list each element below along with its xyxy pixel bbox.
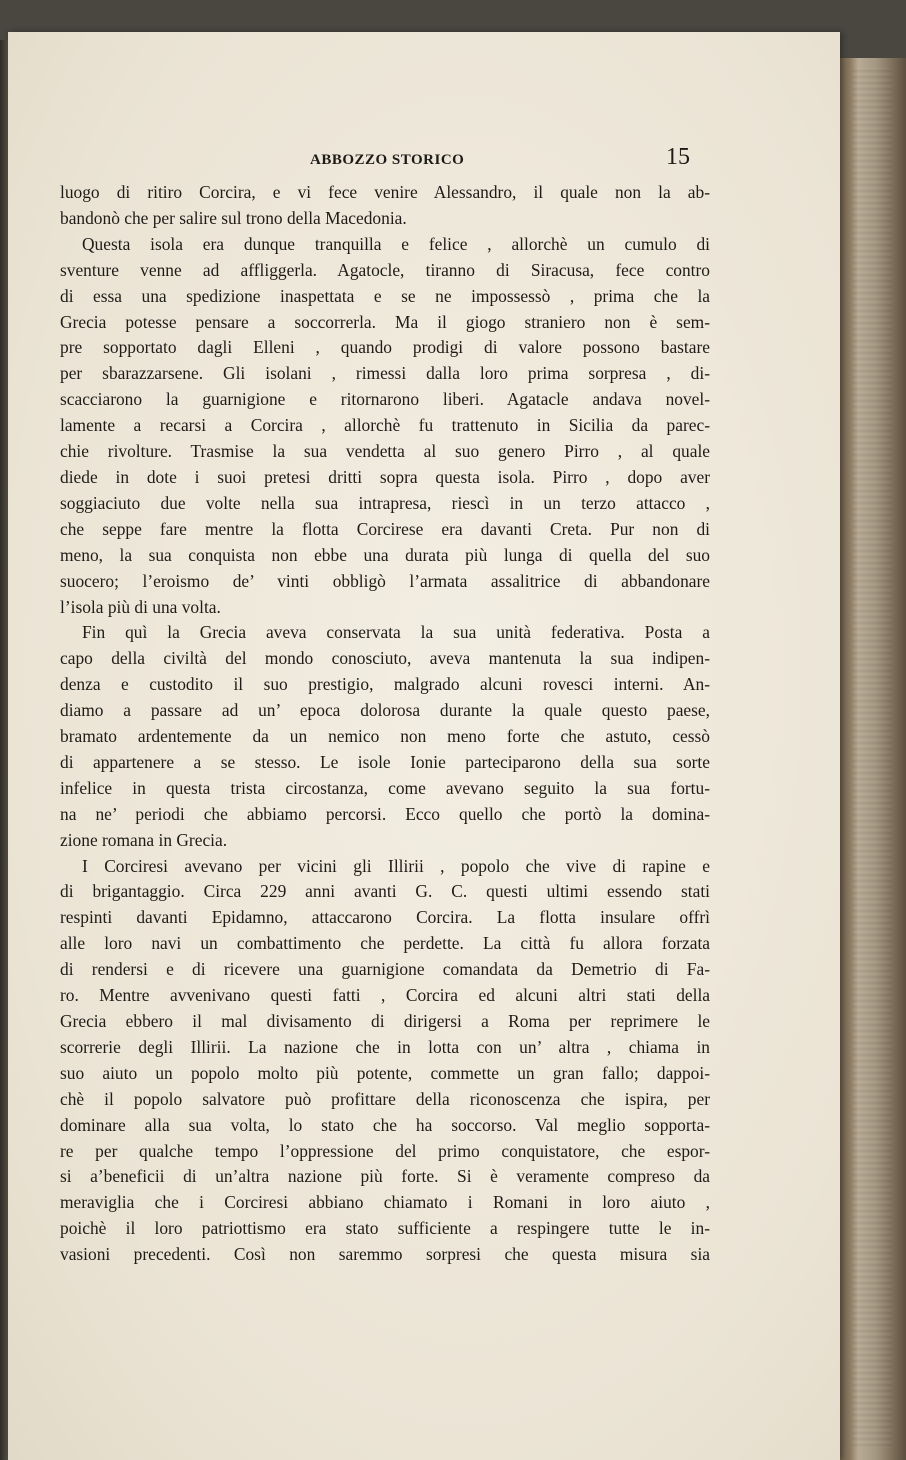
text-line: zione romana in Grecia.	[60, 829, 228, 850]
text-line: bandonò che per salire sul trono della Macedonia.	[60, 207, 407, 228]
text-line: chie rivolture. Trasmise la sua vendetta al suo genero Pirro , al quale	[60, 441, 710, 462]
text-line: poichè il loro patriottismo era stato sufficiente a respingere tutte le in-	[60, 1218, 710, 1239]
text-line: suocero; l’eroismo de’ vinti obbligò l’armata assalitrice di abbandonare	[60, 570, 710, 591]
text-line: di essa una spedizione inaspettata e se ne impossessò , prima che la	[60, 285, 710, 306]
text-line: scorrerie degli Illirii. La nazione che in lotta con un’ altra , chiama in	[60, 1036, 710, 1057]
text-line: ro. Mentre avvenivano questi fatti , Corcira ed alcuni altri stati della	[60, 985, 710, 1006]
text-line: scacciarono la guarnigione e ritornarono liberi. Agatacle andava novel-	[60, 389, 710, 410]
text-line: che seppe fare mentre la flotta Corcirese era davanti Creta. Pur non di	[60, 518, 710, 539]
text-line: denza e custodito il suo prestigio, malgrado alcuni rovesci interni. An-	[60, 674, 710, 695]
text-line: per sbarazzarsene. Gli isolani , rimessi dalla loro prima sorpresa , di-	[60, 363, 710, 384]
text-line: vasioni precedenti. Così non saremmo sorpresi che questa misura sia	[60, 1244, 710, 1265]
text-line: sventure venne ad affliggerla. Agatocle, tiranno di Siracusa, fece contro	[60, 259, 710, 280]
text-line: diede in dote i suoi pretesi dritti sopra questa isola. Pirro , dopo aver	[60, 466, 710, 487]
page-header	[60, 144, 710, 176]
page-number: 15	[666, 144, 690, 170]
text-line: diamo a passare ad un’ epoca dolorosa durante la quale questo paese,	[60, 700, 710, 721]
text-line: lamente a recarsi a Corcira , allorchè fu trattenuto in Sicilia da parec-	[60, 415, 710, 436]
text-line: pre sopportato dagli Elleni , quando prodigi di valore possono bastare	[60, 337, 710, 358]
text-line: I Corciresi avevano per vicini gli Illirii , popolo che vive di rapine e	[82, 855, 710, 876]
text-line: meraviglia che i Corciresi abbiano chiamato i Romani in loro aiuto ,	[60, 1192, 710, 1213]
text-line: di brigantaggio. Circa 229 anni avanti G. C. questi ultimi essendo stati	[60, 881, 710, 902]
text-line: re per qualche tempo l’oppressione del primo conquistatore, che espor-	[60, 1140, 710, 1161]
text-line: alle loro navi un combattimento che perdette. La città fu allora forzata	[60, 933, 710, 954]
text-line: di appartenere a se stesso. Le isole Ionie parteciparono della sua sorte	[60, 751, 710, 772]
text-line: Questa isola era dunque tranquilla e felice , allorchè un cumulo di	[82, 233, 710, 254]
book-edge-right	[838, 58, 906, 1460]
text-line: Fin quì la Grecia aveva conservata la sua unità federativa. Posta a	[82, 622, 710, 643]
text-line: luogo di ritiro Corcira, e vi fece venire Alessandro, il quale non la ab-	[60, 182, 710, 202]
text-line: si a’beneficii di un’altra nazione più forte. Si è veramente compreso da	[60, 1166, 710, 1187]
text-line: meno, la sua conquista non ebbe una durata più lunga di quella del suo	[60, 544, 710, 565]
text-line: na ne’ periodi che abbiamo percorsi. Ecco quello che portò la domina-	[60, 803, 710, 824]
text-line: capo della civiltà del mondo conosciuto, aveva mantenuta la sua indipen-	[60, 648, 710, 669]
body-text	[60, 180, 710, 1268]
text-line: suo aiuto un popolo molto più potente, commette un gran fallo; dappoi-	[60, 1062, 710, 1083]
text-line: l’isola più di una volta.	[60, 596, 221, 617]
text-line: chè il popolo salvatore può profittare della riconoscenza che ispira, per	[60, 1088, 710, 1109]
text-line: infelice in questa trista circostanza, come avevano seguito la sua fortu-	[60, 777, 710, 798]
text-line: bramato ardentemente da un nemico non meno forte che astuto, cessò	[60, 726, 710, 747]
text-line: dominare alla sua volta, lo stato che ha soccorso. Val meglio sopporta-	[60, 1114, 710, 1135]
text-line: respinti davanti Epidamno, attaccarono Corcira. La flotta insulare offrì	[60, 907, 710, 928]
text-line: Grecia potesse pensare a soccorrerla. Ma il giogo straniero non è sem-	[60, 311, 710, 332]
running-title: ABBOZZO STORICO	[310, 152, 465, 168]
text-line: soggiaciuto due volte nella sua intrapresa, riescì in un terzo attacco ,	[60, 492, 710, 513]
text-line: Grecia ebbero il mal divisamento di dirigersi a Roma per reprimere le	[60, 1011, 710, 1031]
text-line: di rendersi e di ricevere una guarnigione comandata da Demetrio di Fa-	[60, 959, 710, 980]
